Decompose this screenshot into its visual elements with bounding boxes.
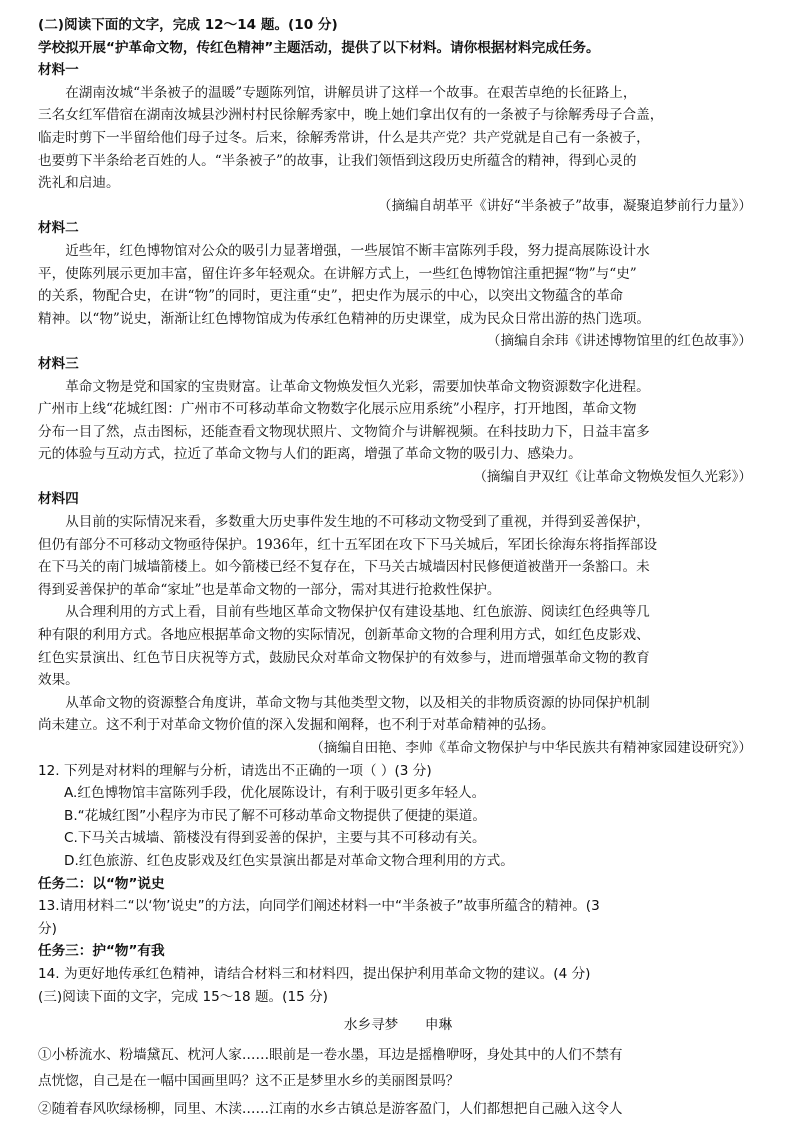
text-line: 得到妥善保护的革命“家址”也是革命文物的一部分，需对其进行抢救性保护。	[38, 581, 501, 598]
section2-header: (二)阅读下面的文字，完成 12～14 题。(10 分)	[38, 17, 338, 33]
material-4-source: （摘编自田艳、李帅《革命文物保护与中华民族共有精神家园建设研究》）	[310, 740, 752, 756]
question-12-option-d: D.红色旅游、红色皮影戏及红色实景演出都是对革命文物合理利用的方式。	[64, 852, 514, 869]
text-line: 元的体验与互动方式，拉近了革命文物与人们的距离，增强了革命文物的吸引力、感染力。	[38, 446, 582, 463]
material-2-body	[38, 240, 758, 353]
text-line: 广州市上线“花城红图：广州市不可移动革命文物数字化展示应用系统”小程序，打开地图，革命文物	[38, 401, 637, 418]
article-author: 申琳	[424, 1017, 453, 1034]
text-line: ②随着春风吹绿杨柳，同里、木渎……江南的水乡古镇总是游客盈门，人们都想把自己融入这令人	[38, 1101, 623, 1118]
text-line: 从合理利用的方式上看，目前有些地区革命文物保护仅有建设基地、红色旅游、阅读红色经典等几	[65, 604, 650, 621]
text-line: 近些年，红色博物馆对公众的吸引力显著增强，一些展馆不断丰富陈列手段，努力提高展陈设计水	[65, 242, 650, 259]
text-line: ①小桥流水、粉墙黛瓦、枕河人家……眼前是一卷水墨，耳边是摇橹咿呀，身处其中的人们不禁有	[38, 1047, 623, 1064]
question-12-option-c: C.下马关古城墙、箭楼没有得到妥善的保护，主要与其不可移动有关。	[64, 830, 486, 847]
text-line: 分布一目了然，点击图标，还能查看文物现状照片、文物简介与讲解视频。在科技助力下，日益丰富多	[38, 423, 650, 440]
material-1-body	[38, 82, 758, 218]
text-line: 在下马关的南门城墙箭楼上。如今箭楼已经不复存在，下马关古城墙因村民修便道被凿开一条豁口。未	[38, 559, 650, 576]
material-2-source: （摘编自余玮《讲述博物馆里的红色故事》）	[486, 333, 752, 350]
text-line: 三名女红军借宿在湖南汝城县沙洲村村民徐解秀家中，晚上她们拿出仅有的一条被子与徐解秀母子合盖，	[38, 107, 664, 124]
task-3-heading: 任务三：护“物”有我	[38, 943, 165, 960]
article-body	[38, 1042, 758, 1124]
question-12-stem: 12. 下列是对材料的理解与分析，请选出不正确的一项（ ）(3 分)	[38, 762, 432, 779]
material-3-body	[38, 376, 758, 489]
text-line: 在湖南汝城“半条被子的温暖”专题陈列馆，讲解员讲了这样一个故事。在艰苦卓绝的长征路上，	[65, 84, 637, 101]
question-14: 14. 为更好地传承红色精神，请结合材料三和材料四，提出保护利用革命文物的建议。(4 分)	[38, 965, 591, 982]
text-line: 洗礼和启迪。	[38, 175, 120, 192]
text-line: 精神。以“物”说史，渐渐让红色博物馆成为传承红色精神的历史课堂，成为民众日常出游的热门选项。	[38, 310, 651, 327]
material-4-body	[38, 511, 758, 760]
section2-intro: 学校拟开展“护革命文物，传红色精神”主题活动，提供了以下材料。请你根据材料完成任务。	[38, 39, 600, 56]
material-3-source: （摘编自尹双红《让革命文物焕发恒久光彩》）	[473, 468, 752, 485]
material-3-label: 材料三	[38, 355, 79, 372]
text-line: 但仍有部分不可移动文物亟待保护。1936年，红十五军团在攻下下马关城后，军团长徐海东将指挥部设	[38, 536, 658, 553]
text-line: 红色实景演出、红色节日庆祝等方式，鼓励民众对革命文物保护的有效参与，进而增强革命文物的教育	[38, 649, 650, 666]
question-12-option-b: B.“花城红图”小程序为市民了解不可移动革命文物提供了便捷的渠道。	[64, 807, 486, 824]
material-1-source: （摘编自胡革平《讲好“半条被子”故事，凝聚追梦前行力量》）	[377, 197, 752, 214]
text-line: 的关系，物配合史，在讲“物”的同时，更注重“史”，把史作为展示的中心，以突出文物蕴含的革命	[38, 288, 624, 305]
text-line: 革命文物是党和国家的宝贵财富。让革命文物焕发恒久光彩，需要加快革命文物资源数字化进程。	[65, 378, 650, 395]
text-line: 从革命文物的资源整合角度讲，革命文物与其他类型文物，以及相关的非物质资源的协同保护机制	[65, 694, 650, 711]
text-line: 尚未建立。这不利于对革命文物价值的深入发掘和阐释，也不利于对革命精神的弘扬。	[38, 717, 555, 734]
article-title-row	[38, 1008, 758, 1042]
text-line: 从目前的实际情况来看，多数重大历史事件发生地的不可移动文物受到了重视，并得到妥善保护，	[65, 514, 650, 531]
material-4-label: 材料四	[38, 491, 79, 508]
article-title: 水乡寻梦	[343, 1017, 399, 1034]
material-1-label: 材料一	[38, 62, 79, 79]
text-line: 效果。	[38, 672, 79, 689]
question-13-line-2: 分)	[38, 920, 57, 937]
question-12-option-a: A.红色博物馆丰富陈列手段，优化展陈设计，有利于吸引更多年轻人。	[64, 785, 486, 802]
text-line: 平，使陈列展示更加丰富，留住许多年轻观众。在讲解方式上，一些红色博物馆注重把握“物”与“史”	[38, 265, 637, 282]
task-2-heading: 任务二：以“物”说史	[38, 875, 165, 892]
text-line: 也要剪下半条给老百姓的人。“半条被子”的故事，让我们领悟到这段历史所蕴含的精神，得到心灵的	[38, 152, 637, 169]
section3-header: (三)阅读下面的文字，完成 15～18 题。(15 分)	[38, 988, 328, 1005]
text-line: 种有限的利用方式。各地应根据革命文物的实际情况，创新革命文物的合理利用方式，如红色皮影戏、	[38, 627, 650, 644]
material-2-label: 材料二	[38, 220, 79, 237]
question-13-line-1: 13.请用材料二“以‘物’说史”的方法，向同学们阐述材料一中“半条被子”故事所蕴含的精神。(3	[38, 898, 600, 915]
text-line: 点恍惚，自己是在一幅中国画里吗？这不正是梦里水乡的美丽图景吗？	[38, 1073, 460, 1090]
text-line: 临走时剪下一半留给他们母子过冬。后来，徐解秀常讲，什么是共产党？共产党就是自己有一条被子，	[38, 129, 650, 146]
